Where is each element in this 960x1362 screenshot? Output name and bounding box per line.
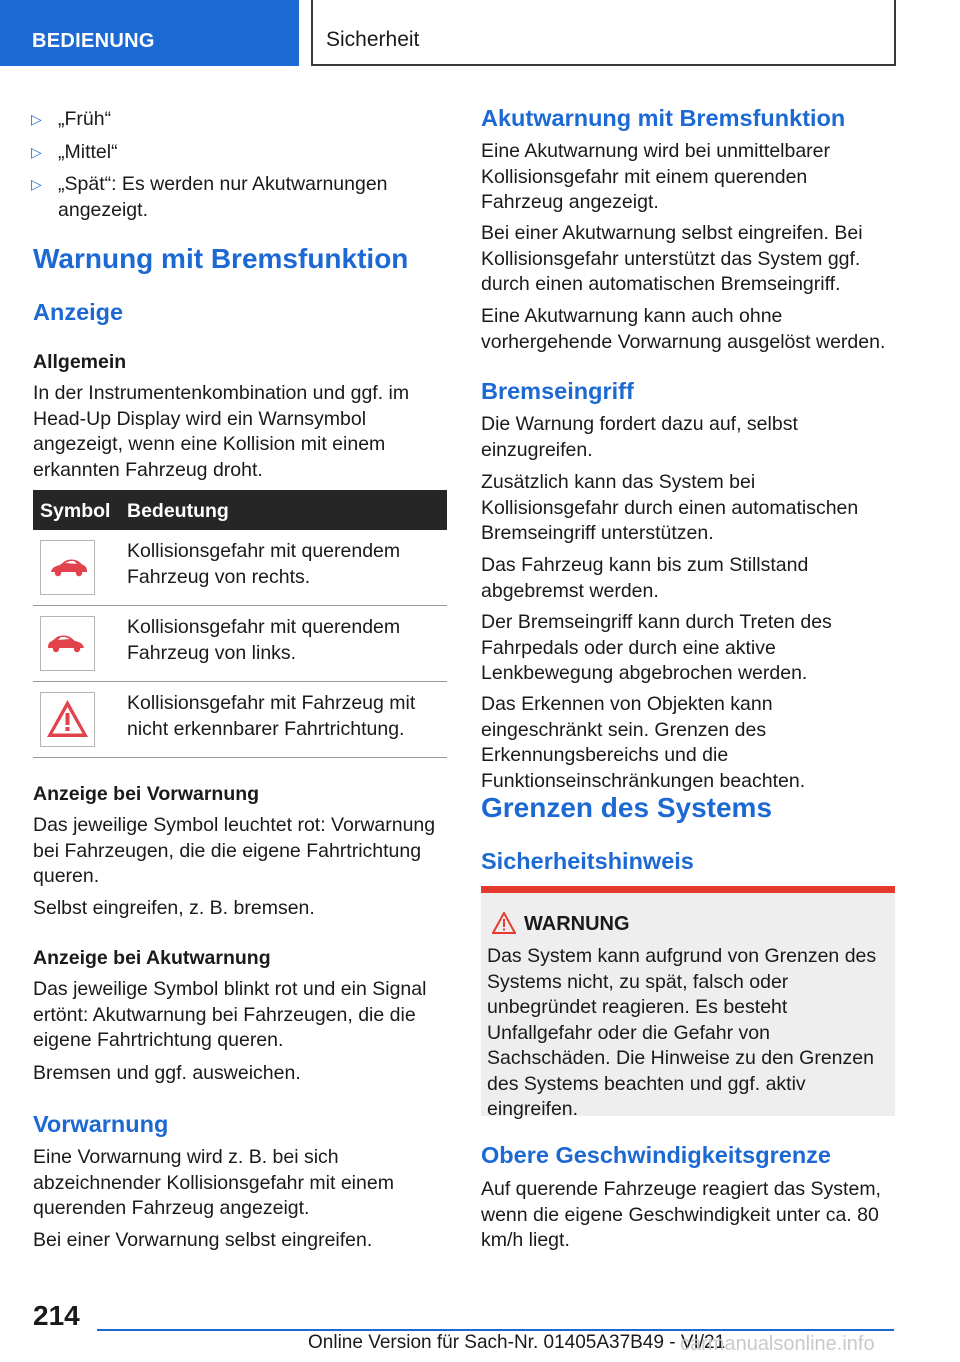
- text-brems-2: Zusätzlich kann das System bei Kollisionsgefahr durch einen automatischen Bremseingriff unterstützen.: [481, 471, 859, 544]
- heading-anzeige: Anzeige: [33, 299, 124, 325]
- heading-bremseingriff: Bremseingriff: [481, 378, 634, 404]
- text-akut-1: Eine Akutwarnung wird bei unmittelbarer Kollisionsgefahr mit einem querenden Fahrzeug angezeigt.: [481, 140, 831, 213]
- heading-anzeige-akutwarnung: Anzeige bei Akutwarnung: [33, 947, 271, 969]
- heading-akutwarnung: Akutwarnung mit Bremsfunktion: [481, 105, 846, 131]
- heading-warnung: Warnung mit Bremsfunktion: [33, 243, 409, 274]
- watermark: carmanualsonline.info: [680, 1333, 875, 1355]
- text-brems-1: Die Warnung fordert dazu auf, selbst einzugreifen.: [481, 413, 798, 461]
- list-item: ▷ „Mittel“: [0, 140, 447, 166]
- text-akut-3: Eine Akutwarnung kann auch ohne vorhergehende Vorwarnung ausgelöst werden.: [481, 305, 886, 353]
- option-list: [0, 107, 447, 223]
- table-cell-description: Kollisionsgefahr mit Fahrzeug mit nicht erkennbarer Fahrtrichtung.: [127, 692, 416, 740]
- text-vor-1: Eine Vorwarnung wird z. B. bei sich abzeichnender Kollisionsgefahr mit einem querenden Fahrzeug angezeigt.: [33, 1146, 394, 1219]
- text-vorwarnung-2: Selbst eingreifen, z. B. bremsen.: [33, 897, 315, 919]
- text-brems-4: Der Bremseingriff kann durch Treten des Fahrpedals oder durch eine aktive Lenkbewegung abgebrochen werden.: [481, 611, 832, 684]
- list-item: ▷ „Spät“: Es werden nur Akutwarnungen angezeigt.: [31, 173, 388, 221]
- text-akut-2: Bremsen und ggf. ausweichen.: [33, 1062, 301, 1084]
- heading-grenzen: Grenzen des Systems: [481, 792, 773, 823]
- text-vorwarnung-1: Das jeweilige Symbol leuchtet rot: Vorwarnung bei Fahrzeugen, die die eigene Fahrtrichtung queren.: [33, 814, 436, 887]
- footer-divider: [97, 1329, 894, 1331]
- table-header: [33, 490, 447, 530]
- heading-sicherheitshinweis: Sicherheitshinweis: [481, 848, 694, 874]
- heading-anzeige-vorwarnung: Anzeige bei Vorwarnung: [33, 783, 260, 805]
- list-item: ▷ „Früh“: [0, 107, 447, 133]
- heading-allgemein: Allgemein: [33, 351, 127, 373]
- text-akut-2: Bei einer Akutwarnung selbst eingreifen. Bei Kollisionsgefahr unterstützt das System ggf. durch einen automatischen Bremseingriff.: [481, 222, 863, 295]
- warning-box: [481, 886, 895, 1120]
- heading-obere-grenze: Obere Geschwindigkeitsgrenze: [481, 1142, 831, 1168]
- section-title: BEDIENUNG: [32, 30, 155, 52]
- chapter-title: Sicherheit: [326, 28, 420, 51]
- text-obere: Auf querende Fahrzeuge reagiert das System, wenn die eigene Geschwindigkeit unter ca. 80 km/h liegt.: [481, 1178, 881, 1251]
- section-tab: [0, 0, 299, 66]
- car-crossing-left-icon: [40, 616, 95, 671]
- warning-title: WARNUNG: [524, 913, 630, 935]
- symbol-table: [33, 490, 447, 758]
- warning-triangle-icon: [40, 692, 95, 747]
- table-row: [33, 682, 447, 758]
- text-vor-2: Bei einer Vorwarnung selbst eingreifen.: [33, 1229, 373, 1251]
- triangle-bullet-icon: ▷: [31, 143, 42, 160]
- table-row: [33, 530, 447, 606]
- heading-vorwarnung: Vorwarnung: [33, 1111, 169, 1137]
- text-allgemein: In der Instrumentenkombination und ggf. im Head-Up Display wird ein Warnsymbol angezeigt, wenn eine Kollision mit einem erkannten Fahrzeug droht.: [33, 382, 410, 481]
- column-header-bedeutung: Bedeutung: [127, 500, 229, 522]
- text-akut-1: Das jeweilige Symbol blinkt rot und ein Signal ertönt: Akutwarnung bei Fahrzeugen, die die eigene Fahrtrichtung queren.: [33, 978, 427, 1051]
- triangle-bullet-icon: ▷: [31, 176, 42, 192]
- triangle-bullet-icon: ▷: [31, 111, 42, 127]
- text-brems-3: Das Fahrzeug kann bis zum Stillstand abgebremst werden.: [481, 554, 809, 602]
- table-cell-description: Kollisionsgefahr mit querendem Fahrzeug von rechts.: [127, 540, 401, 588]
- warning-triangle-icon: [492, 912, 516, 934]
- table-cell-description: Kollisionsgefahr mit querendem Fahrzeug von links.: [127, 616, 401, 664]
- page-number: 214: [33, 1300, 80, 1331]
- text-brems-5: Das Erkennen von Objekten kann eingeschränkt sein. Grenzen des Erkennungsbereichs und die Funktionseinschränkungen beachten.: [481, 693, 806, 792]
- table-row: [33, 606, 447, 682]
- chapter-tab: [311, 0, 896, 66]
- car-crossing-right-icon: [40, 540, 95, 595]
- column-header-symbol: Symbol: [40, 500, 111, 522]
- warning-text: Das System kann aufgrund von Grenzen des Systems nicht, zu spät, falsch oder unbegründet reagieren. Es besteht Unfallgefahr oder die Gefahr von Sachschäden. Die Hinweise zu den Grenzen des Systems beachten und ggf. aktiv eingreifen.: [487, 945, 877, 1120]
- footer-version: Online Version für Sach-Nr. 01405A37B49 - VI/21: [308, 1332, 726, 1353]
- warning-bar: [481, 886, 895, 893]
